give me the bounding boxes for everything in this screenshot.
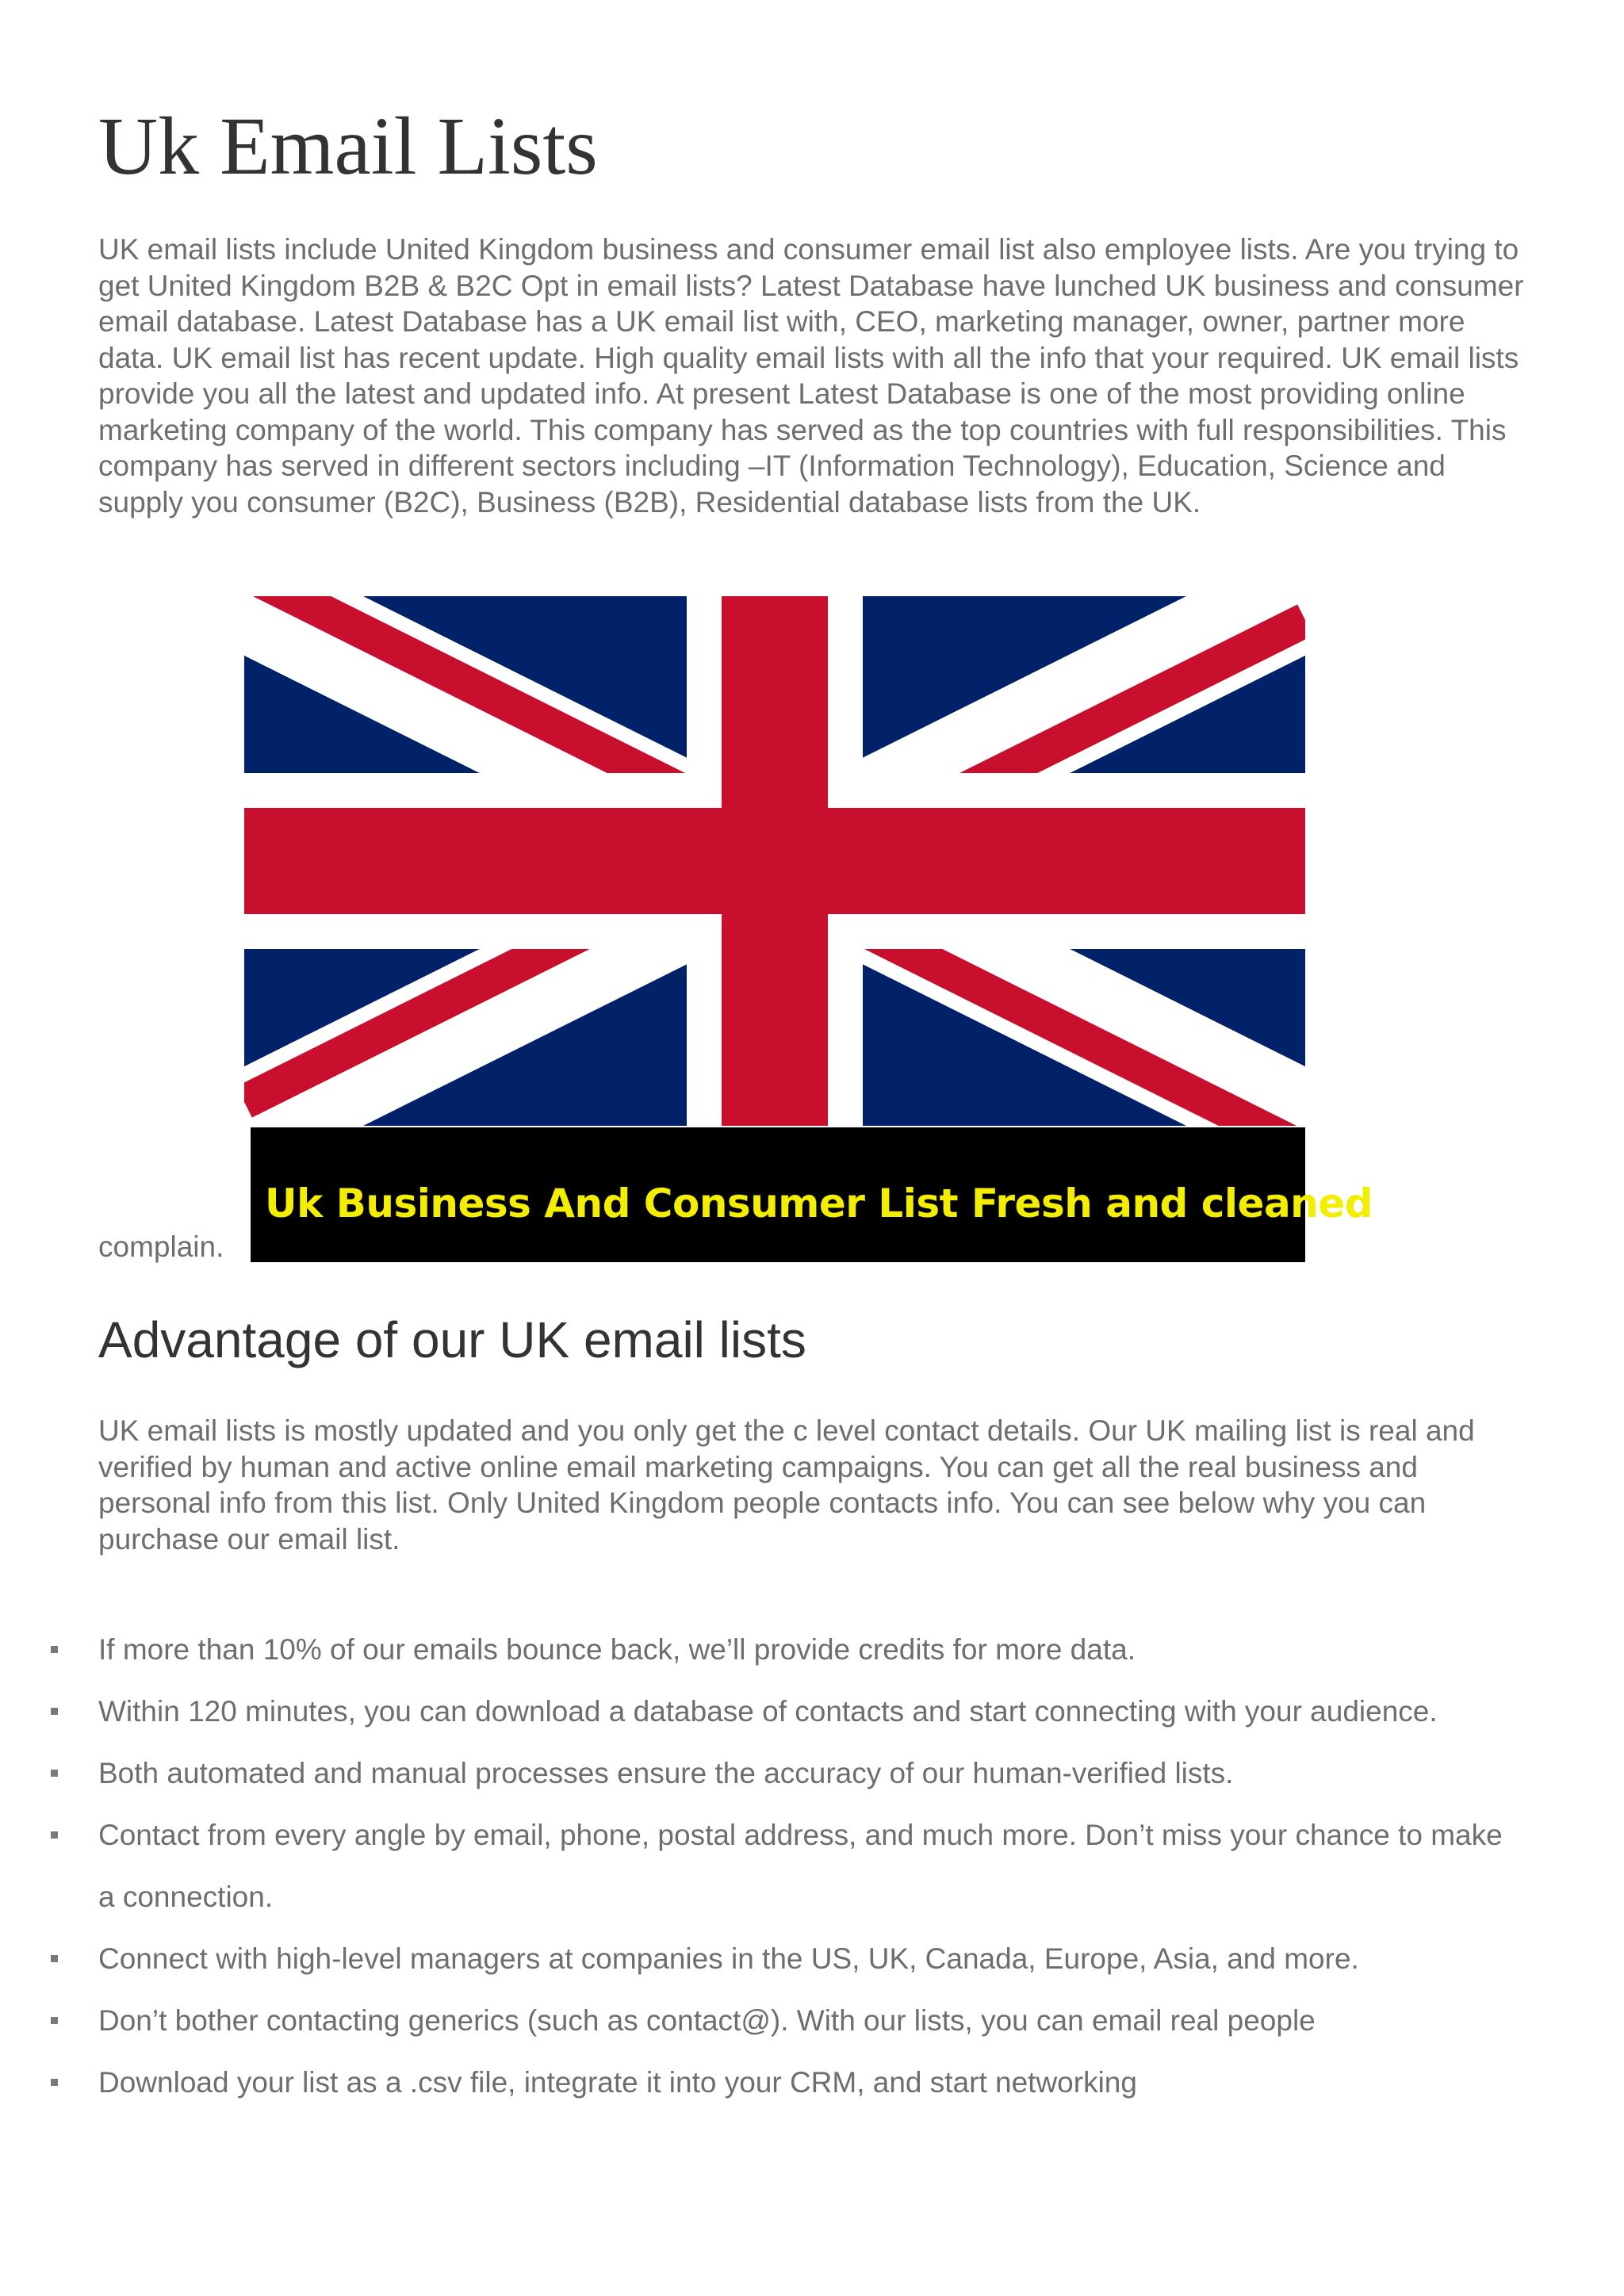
bullet-item bbox=[98, 1804, 1526, 1928]
bullet-square-icon bbox=[51, 2079, 58, 2086]
bullet-square-icon bbox=[51, 1646, 58, 1653]
bullet-text: Both automated and manual processes ensure the accuracy of our human-verified lists. bbox=[98, 1757, 1234, 1789]
bullet-item bbox=[98, 1743, 1526, 1804]
page-title: Uk Email Lists bbox=[98, 101, 598, 192]
bullet-item bbox=[98, 1928, 1526, 1990]
bullet-item bbox=[98, 2052, 1526, 2114]
advantage-heading: Advantage of our UK email lists bbox=[98, 1311, 806, 1368]
bullet-item bbox=[98, 1990, 1526, 2052]
bullet-square-icon bbox=[51, 1831, 58, 1839]
bullet-item bbox=[98, 1681, 1526, 1743]
bullet-text: Within 120 minutes, you can download a database of contacts and start connecting with your audience. bbox=[98, 1695, 1438, 1728]
flag-red-cross-h bbox=[244, 808, 1305, 914]
advantage-bullet-list bbox=[98, 1619, 1526, 2114]
bullet-square-icon bbox=[51, 1770, 58, 1777]
complain-text: complain. bbox=[98, 1230, 224, 1263]
flag-caption: Uk Business And Consumer List Fresh and cleaned bbox=[265, 1181, 1373, 1226]
bullet-item bbox=[98, 1619, 1526, 1681]
bullet-text: Contact from every angle by email, phone, postal address, and much more. Don’t miss your chance to make a connection. bbox=[98, 1819, 1503, 1913]
uk-flag-icon bbox=[244, 596, 1305, 1126]
advantage-paragraph: UK email lists is mostly updated and you only get the c level contact details. Our UK mailing list is real and verified by human and active online email marketing campaigns. You can get all the real business and personal info from this list. Only United Kingdom people contacts info. You can see below why you can purchase our email list. bbox=[98, 1414, 1475, 1556]
bullet-square-icon bbox=[51, 1708, 58, 1715]
flag-caption-bar bbox=[251, 1127, 1373, 1262]
bullet-text: Don’t bother contacting generics (such as contact@). With our lists, you can email real people bbox=[98, 2004, 1316, 2037]
bullet-text: Download your list as a .csv file, integrate it into your CRM, and start networking bbox=[98, 2066, 1137, 2099]
bullet-text: Connect with high-level managers at companies in the US, UK, Canada, Europe, Asia, and more. bbox=[98, 1942, 1359, 1975]
uk-flag-image bbox=[244, 596, 1373, 1262]
intro-paragraph: UK email lists include United Kingdom business and consumer email list also employee lists. Are you trying to get United Kingdom B2B & B2C Opt in email lists? Latest Database have lunched UK business and consumer email database. Latest Database has a UK email list with, CEO, marketing manager, owner, partner more data. UK email list has recent update. High quality email lists with all the info that your required. UK email lists provide you all the latest and updated info. At present Latest Database is one of the most providing online marketing company of the world. This company has served as the top countries with full responsibilities. This company has served in different sectors including –IT (Information Technology), Education, Science and supply you consumer (B2C), Business (B2B), Residential database lists from the UK. bbox=[98, 233, 1524, 519]
bullet-text: If more than 10% of our emails bounce back, we’ll provide credits for more data. bbox=[98, 1633, 1136, 1666]
bullet-square-icon bbox=[51, 1955, 58, 1962]
flag-row bbox=[98, 596, 1526, 1262]
bullet-square-icon bbox=[51, 2017, 58, 2024]
